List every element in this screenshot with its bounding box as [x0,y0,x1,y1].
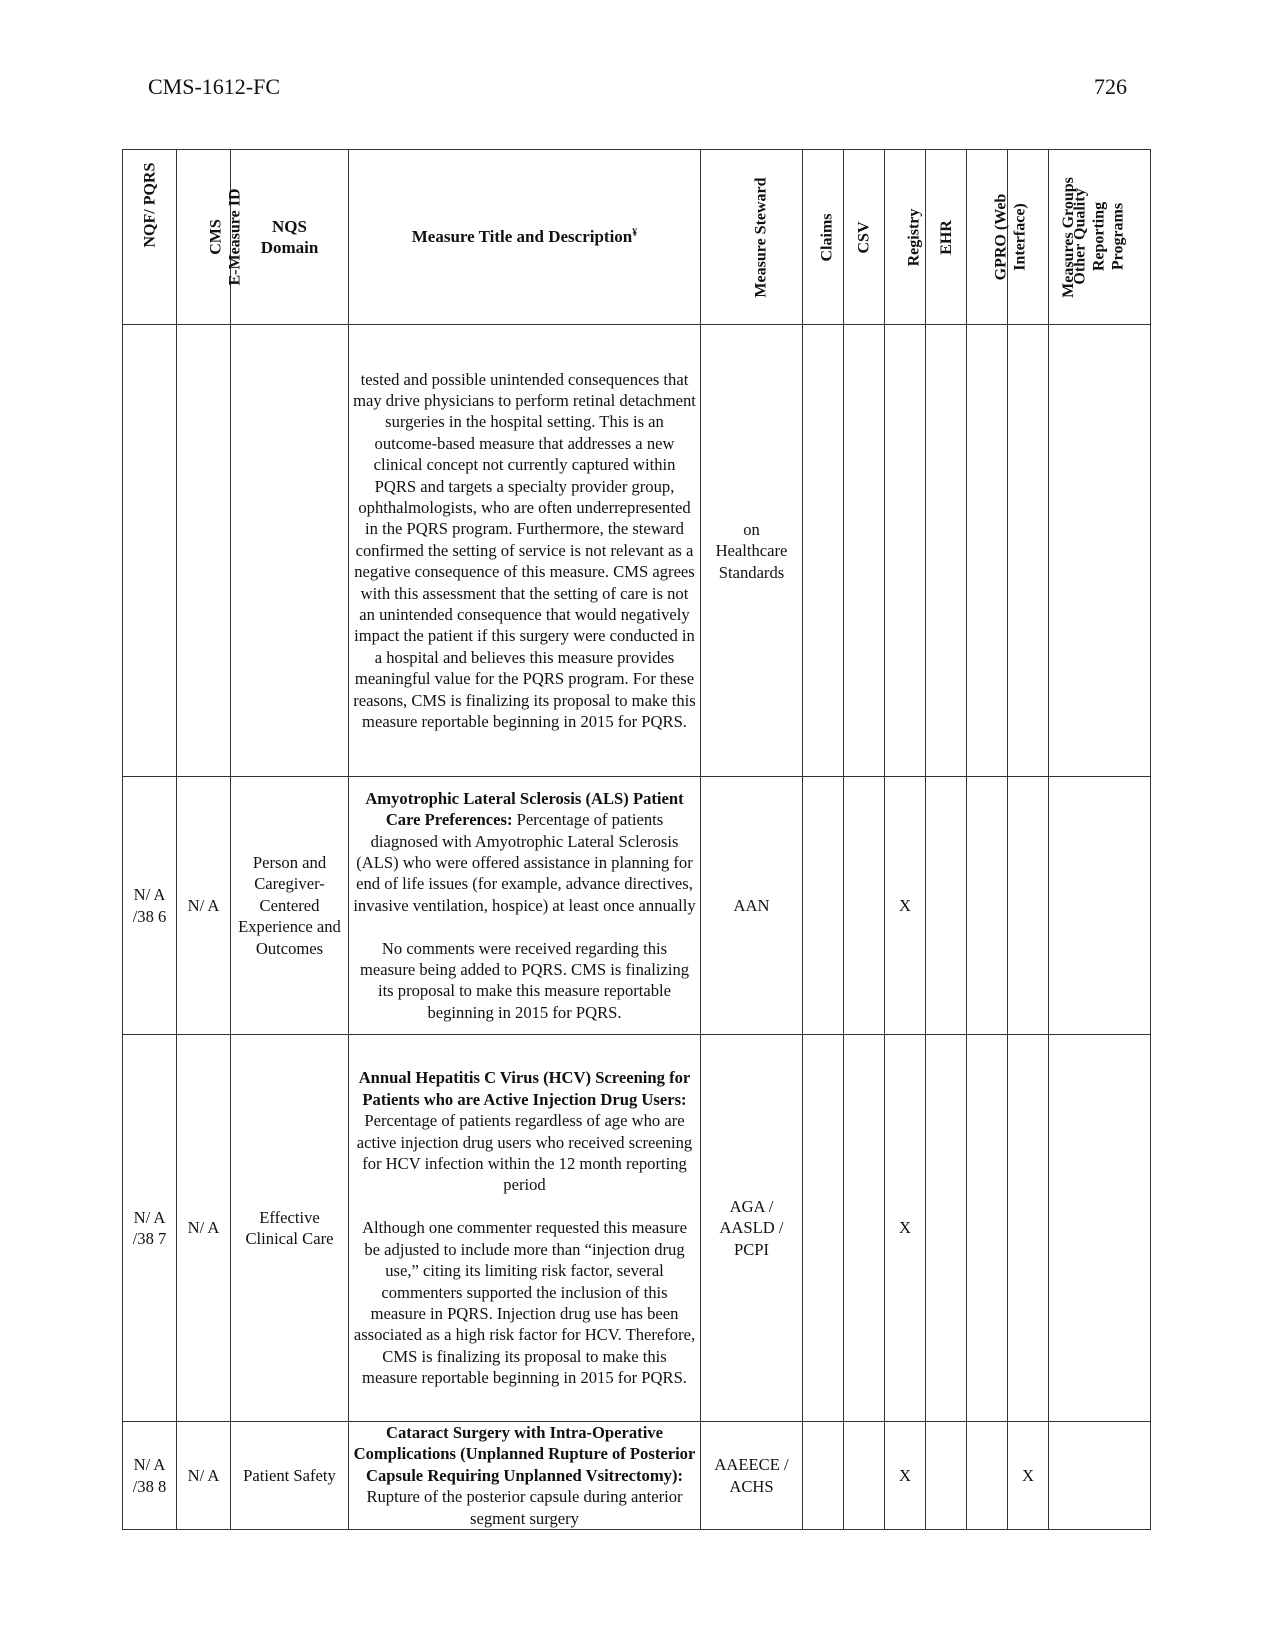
col-header-csv: CSV [844,150,885,325]
cell-steward: AAN [701,777,803,1035]
cell-nqf: N/ A /38 8 [123,1422,177,1530]
title-superscript: ¥ [632,227,638,239]
page-header [148,74,1127,104]
cell-cms-id [177,325,231,777]
table-row [123,1422,1151,1530]
col-header-title: Measure Title and Description¥ [349,150,701,325]
cell-ehr [926,1035,967,1422]
table-row [123,325,1151,777]
description-body: Rupture of the posterior capsule during anterior segment surgery [366,1487,683,1528]
cell-nqf: N/ A /38 6 [123,777,177,1035]
cell-csv [844,777,885,1035]
description-body: tested and possible unintended consequences that may drive physicians to perform retinal detachment surgeries in the hospital setting. This is an outcome-based measure that addresses a new clinical concept not currently captured within PQRS and targets a specialty provider group, ophthalmologists, who are often underrepresented in the PQRS program. Furthermore, the steward confirmed the setting of service is not relevant as a negative consequence of this measure. CMS agrees with this assessment that the setting of care is not an unintended consequence that would negatively impact the patient if this surgery were conducted in a hospital and believes this measure provides meaningful value for the PQRS program. For these reasons, CMS is finalizing its proposal to make this measure reportable beginning in 2015 for PQRS. [353,369,696,732]
cell-other-programs [1049,1035,1151,1422]
col-header-measures-groups: Measures Groups [1008,150,1049,325]
col-header-nqf: NQF/ PQRS [123,150,177,325]
cell-registry: X [885,1422,926,1530]
cell-measures-groups: X [1008,1422,1049,1530]
cell-other-programs [1049,777,1151,1035]
cell-measures-groups [1008,777,1049,1035]
cell-other-programs [1049,1422,1151,1530]
col-header-claims: Claims [803,150,844,325]
cell-domain: Effective Clinical Care [231,1035,349,1422]
cell-registry: X [885,1035,926,1422]
cell-ehr [926,1422,967,1530]
description-body: Percentage of patients regardless of age who are active injection drug users who received screening for HCV infection within the 12 month reporting period [356,1111,693,1195]
cell-description [349,1035,701,1422]
cell-ehr [926,777,967,1035]
table-row [123,1035,1151,1422]
col-header-ehr: EHR [926,150,967,325]
table-row [123,777,1151,1035]
measure-title: Amyotrophic Lateral Sclerosis (ALS) Patient Care Preferences: [365,788,684,830]
cell-registry: X [885,777,926,1035]
cell-steward: AGA / AASLD / PCPI [701,1035,803,1422]
cell-description [349,325,701,777]
cell-cms-id: N/ A [177,777,231,1035]
document-id: CMS-1612-FC [148,74,281,99]
cell-domain: Patient Safety [231,1422,349,1530]
cell-claims [803,1422,844,1530]
cell-csv [844,325,885,777]
cell-measures-groups [1008,1035,1049,1422]
cell-registry [885,325,926,777]
col-header-registry: Registry [885,150,926,325]
cell-nqf [123,325,177,777]
cell-csv [844,1422,885,1530]
cell-gpro [967,1422,1008,1530]
cell-csv [844,1035,885,1422]
col-header-gpro: GPRO (Web Interface) [967,150,1008,325]
page-number: 726 [1094,74,1127,99]
cell-ehr [926,325,967,777]
cell-domain [231,325,349,777]
cell-nqf: N/ A /38 7 [123,1035,177,1422]
col-header-nqs-domain: NQS Domain [231,150,349,325]
measure-title: Annual Hepatitis C Virus (HCV) Screening for Patients who are Active Injection Drug Users: [358,1068,691,1109]
cell-cms-id: N/ A [177,1422,231,1530]
cell-description [349,777,701,1035]
table-header-row [123,150,1151,325]
description-body: Percentage of patients diagnosed with Amyotrophic Lateral Sclerosis (ALS) who were offered assistance in planning for end of life issues (for example, advance directives, invasive ventilation, hospice) at least once annually [353,810,696,915]
col-header-steward: Measure Steward [701,150,803,325]
cell-claims [803,777,844,1035]
cell-domain: Person and Caregiver-Centered Experience and Outcomes [231,777,349,1035]
cell-gpro [967,1035,1008,1422]
cell-claims [803,1035,844,1422]
measures-table [122,149,1151,1530]
col-header-other-programs: Other Quality Reporting Programs [1049,150,1151,325]
cell-steward: AAEECE / ACHS [701,1422,803,1530]
cell-claims [803,325,844,777]
cell-measures-groups [1008,325,1049,777]
cell-description [349,1422,701,1530]
cell-other-programs [1049,325,1151,777]
col-header-cms: CMS E-Measure ID [177,150,231,325]
measure-title: Cataract Surgery with Intra-Operative Complications (Unplanned Rupture of Posterior Capsule Requiring Unplanned Vsitrectomy): [353,1423,696,1485]
cell-gpro [967,777,1008,1035]
cell-steward: on Healthcare Standards [701,325,803,777]
description-comment: No comments were received regarding this measure being added to PQRS. CMS is finalizing its proposal to make this measure reportable beginning in 2015 for PQRS. [359,938,690,1022]
cell-cms-id: N/ A [177,1035,231,1422]
cell-gpro [967,325,1008,777]
description-comment: Although one commenter requested this measure be adjusted to include more than “injection drug use,” citing its limiting risk factor, several commenters supported the inclusion of this measure in PQRS. Injection drug use has been associated as a high risk factor for HCV. Therefore, CMS is finalizing its proposal to make this measure reportable beginning in 2015 for PQRS. [353,1218,696,1388]
